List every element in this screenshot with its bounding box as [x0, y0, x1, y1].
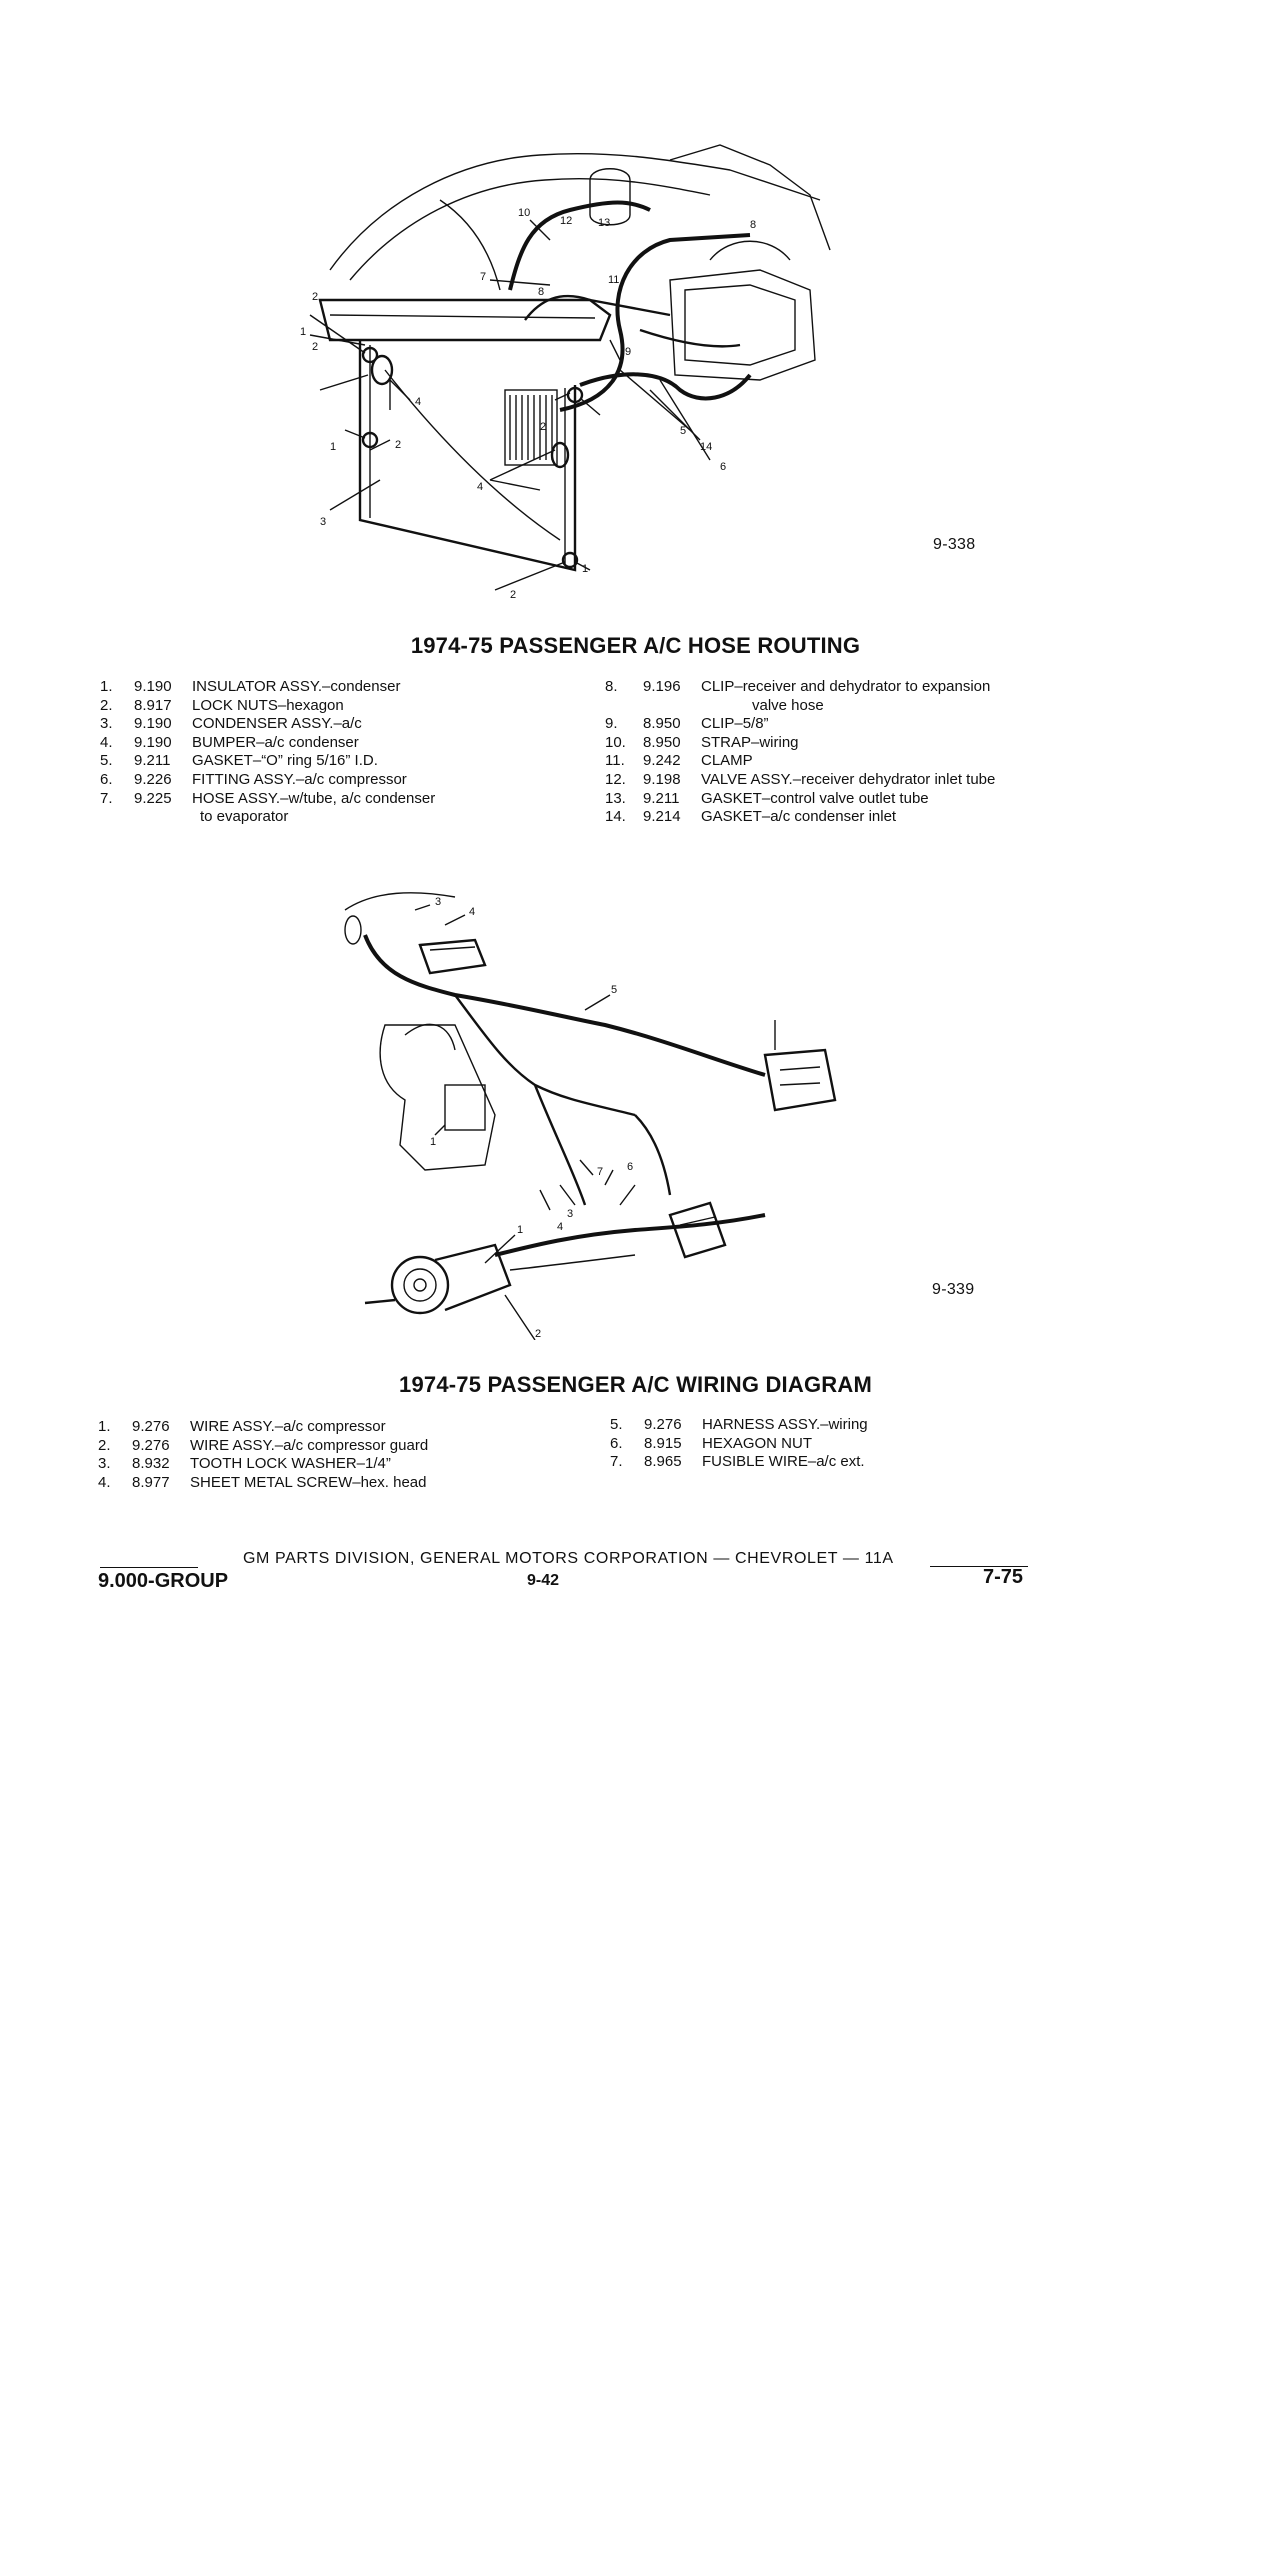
- part-group-code: 9.225: [134, 789, 172, 807]
- part-number: 14.: [605, 808, 626, 826]
- hose-routing-drawing: [290, 140, 850, 610]
- callout-8: 8: [750, 219, 757, 231]
- revision-date: 7-75: [983, 1566, 1024, 1588]
- part-description: LOCK NUTS–hexagon: [192, 696, 344, 714]
- parts-list-row: [605, 715, 995, 734]
- parts-list-row: [100, 734, 435, 753]
- callout-1: 1: [330, 441, 337, 453]
- part-group-code: 9.226: [134, 770, 172, 788]
- part-description: INSULATOR ASSY.–condenser: [192, 678, 401, 695]
- figure-title: 1974-75 PASSENGER A/C WIRING DIAGRAM: [399, 1372, 872, 1397]
- part-description: GASKET–“O” ring 5/16” I.D.: [192, 752, 378, 770]
- figure-id: 9-339: [932, 1281, 975, 1298]
- part-number: 4.: [100, 733, 113, 751]
- part-number: 9.: [605, 715, 618, 733]
- part-number: 7.: [610, 1453, 623, 1471]
- part-number: 3.: [98, 1455, 111, 1473]
- callout-2: 2: [510, 589, 517, 601]
- part-group-code: 9.211: [643, 789, 680, 807]
- part-group-code: 9.242: [643, 752, 681, 770]
- part-number: 4.: [98, 1473, 111, 1491]
- part-group-code: 9.190: [134, 715, 172, 733]
- part-group-code: 8.932: [132, 1455, 170, 1473]
- footer-rule-left: [100, 1567, 198, 1568]
- parts-list-row: [605, 808, 995, 827]
- parts-list-row: [98, 1455, 428, 1474]
- part-description: FITTING ASSY.–a/c compressor: [192, 770, 407, 788]
- callout-12: 12: [560, 215, 573, 227]
- part-group-code: 9.214: [643, 808, 681, 826]
- callout-2: 2: [312, 341, 319, 353]
- callout-4: 4: [415, 396, 422, 408]
- callout-2: 2: [535, 1328, 542, 1340]
- callout-5: 5: [611, 984, 618, 996]
- part-group-code: 9.190: [134, 733, 172, 751]
- parts-list-row: [610, 1435, 868, 1454]
- callout-2: 2: [312, 291, 319, 303]
- callout-3: 3: [320, 516, 327, 528]
- callout-6: 6: [627, 1161, 634, 1173]
- parts-list-row: [100, 752, 435, 771]
- callout-11: 11: [608, 274, 620, 286]
- part-description: CLAMP: [701, 752, 753, 770]
- part-number: 6.: [100, 770, 113, 788]
- page-number: 9-42: [527, 1572, 560, 1589]
- parts-list-row: [610, 1453, 868, 1472]
- parts-list-row: [100, 697, 435, 716]
- group-label: 9.000-GROUP: [98, 1570, 229, 1592]
- part-group-code: 8.950: [643, 733, 681, 751]
- parts-list-row: [100, 790, 435, 809]
- part-number: 7.: [100, 789, 113, 807]
- callout-2: 2: [395, 439, 402, 451]
- part-group-code: 9.276: [644, 1416, 682, 1433]
- parts-list-right: [605, 678, 995, 827]
- callout-7: 7: [480, 271, 487, 283]
- part-description: BUMPER–a/c condenser: [192, 733, 359, 751]
- callout-4: 4: [557, 1221, 564, 1233]
- footer-division: GM PARTS DIVISION, GENERAL MOTORS CORPORATION — CHEVROLET — 11A: [243, 1550, 894, 1567]
- parts-list-row: [98, 1474, 428, 1493]
- part-number: 1.: [100, 678, 113, 695]
- part-number: 8.: [605, 678, 618, 695]
- part-description-continued: valve hose: [752, 696, 824, 714]
- callout-14: 14: [700, 441, 713, 453]
- callout-3: 3: [435, 896, 442, 908]
- part-description: SHEET METAL SCREW–hex. head: [190, 1473, 427, 1491]
- callout-9: 9: [625, 346, 632, 358]
- callout-13: 13: [598, 217, 611, 229]
- part-description: CLIP–receiver and dehydrator to expansion: [701, 678, 991, 695]
- callout-8: 8: [538, 286, 545, 298]
- part-group-code: 9.276: [132, 1436, 170, 1454]
- part-group-code: 9.276: [132, 1418, 170, 1435]
- callout-5: 5: [680, 425, 687, 437]
- wiring-diagram-illustration: [335, 885, 855, 1340]
- part-number: 2.: [98, 1436, 111, 1454]
- callout-6: 6: [720, 461, 727, 473]
- hose-routing-illustration: [290, 140, 850, 610]
- callout-1: 1: [300, 326, 307, 338]
- callout-7: 7: [597, 1166, 604, 1178]
- wiring-diagram-drawing: [335, 885, 855, 1340]
- callout-1: 1: [582, 563, 589, 575]
- parts-list-row: [100, 771, 435, 790]
- parts-list-row: [100, 715, 435, 734]
- callout-1: 1: [517, 1224, 524, 1236]
- parts-list-row: [605, 752, 995, 771]
- parts-list-row: [605, 734, 995, 753]
- parts-list-row: [605, 771, 995, 790]
- part-description-continued: to evaporator: [200, 808, 289, 826]
- part-number: 12.: [605, 770, 626, 788]
- callout-4: 4: [469, 906, 476, 918]
- part-group-code: 8.915: [644, 1434, 682, 1452]
- parts-list-row: [98, 1418, 428, 1437]
- part-description: HEXAGON NUT: [702, 1434, 813, 1452]
- part-group-code: 8.977: [132, 1473, 170, 1491]
- part-description: WIRE ASSY.–a/c compressor: [190, 1418, 386, 1435]
- part-group-code: 8.965: [644, 1453, 682, 1471]
- part-number: 11.: [605, 752, 625, 770]
- part-description: GASKET–control valve outlet tube: [701, 789, 929, 807]
- part-group-code: 9.190: [134, 678, 172, 695]
- part-number: 10.: [605, 733, 626, 751]
- part-number: 3.: [100, 715, 113, 733]
- part-description: GASKET–a/c condenser inlet: [701, 808, 897, 826]
- part-description: HARNESS ASSY.–wiring: [702, 1416, 868, 1433]
- part-number: 5.: [610, 1416, 623, 1433]
- part-group-code: 8.917: [134, 696, 172, 714]
- figure-id: 9-338: [933, 536, 976, 553]
- parts-list-right: [610, 1416, 868, 1472]
- part-number: 6.: [610, 1434, 623, 1452]
- part-number: 13.: [605, 789, 626, 807]
- part-description: CLIP–5/8”: [701, 715, 769, 733]
- parts-list-left: [100, 678, 435, 827]
- callout-2: 2: [540, 421, 547, 433]
- parts-list-row: [100, 678, 435, 697]
- callout-10: 10: [518, 207, 531, 219]
- part-description: CONDENSER ASSY.–a/c: [192, 715, 362, 733]
- part-number: 2.: [100, 696, 113, 714]
- part-description: WIRE ASSY.–a/c compressor guard: [190, 1436, 429, 1454]
- part-description: HOSE ASSY.–w/tube, a/c condenser: [192, 789, 436, 807]
- figure-title: 1974-75 PASSENGER A/C HOSE ROUTING: [410, 633, 861, 658]
- callout-4: 4: [477, 481, 484, 493]
- parts-list-row: [98, 1437, 428, 1456]
- parts-list-row: [610, 1416, 868, 1435]
- part-description: VALVE ASSY.–receiver dehydrator inlet tube: [701, 770, 996, 788]
- part-description: TOOTH LOCK WASHER–1/4”: [190, 1455, 391, 1473]
- callout-1: 1: [430, 1136, 437, 1148]
- part-description: STRAP–wiring: [701, 733, 799, 751]
- callout-3: 3: [567, 1208, 574, 1220]
- parts-list-row: [605, 790, 995, 809]
- part-group-code: 8.950: [643, 715, 681, 733]
- part-group-code: 9.211: [134, 752, 171, 770]
- parts-list-left: [98, 1418, 428, 1492]
- part-group-code: 9.196: [643, 678, 681, 695]
- part-group-code: 9.198: [643, 770, 681, 788]
- part-number: 5.: [100, 752, 113, 770]
- part-number: 1.: [98, 1418, 111, 1435]
- part-description: FUSIBLE WIRE–a/c ext.: [702, 1453, 865, 1471]
- parts-list-row: [605, 678, 995, 697]
